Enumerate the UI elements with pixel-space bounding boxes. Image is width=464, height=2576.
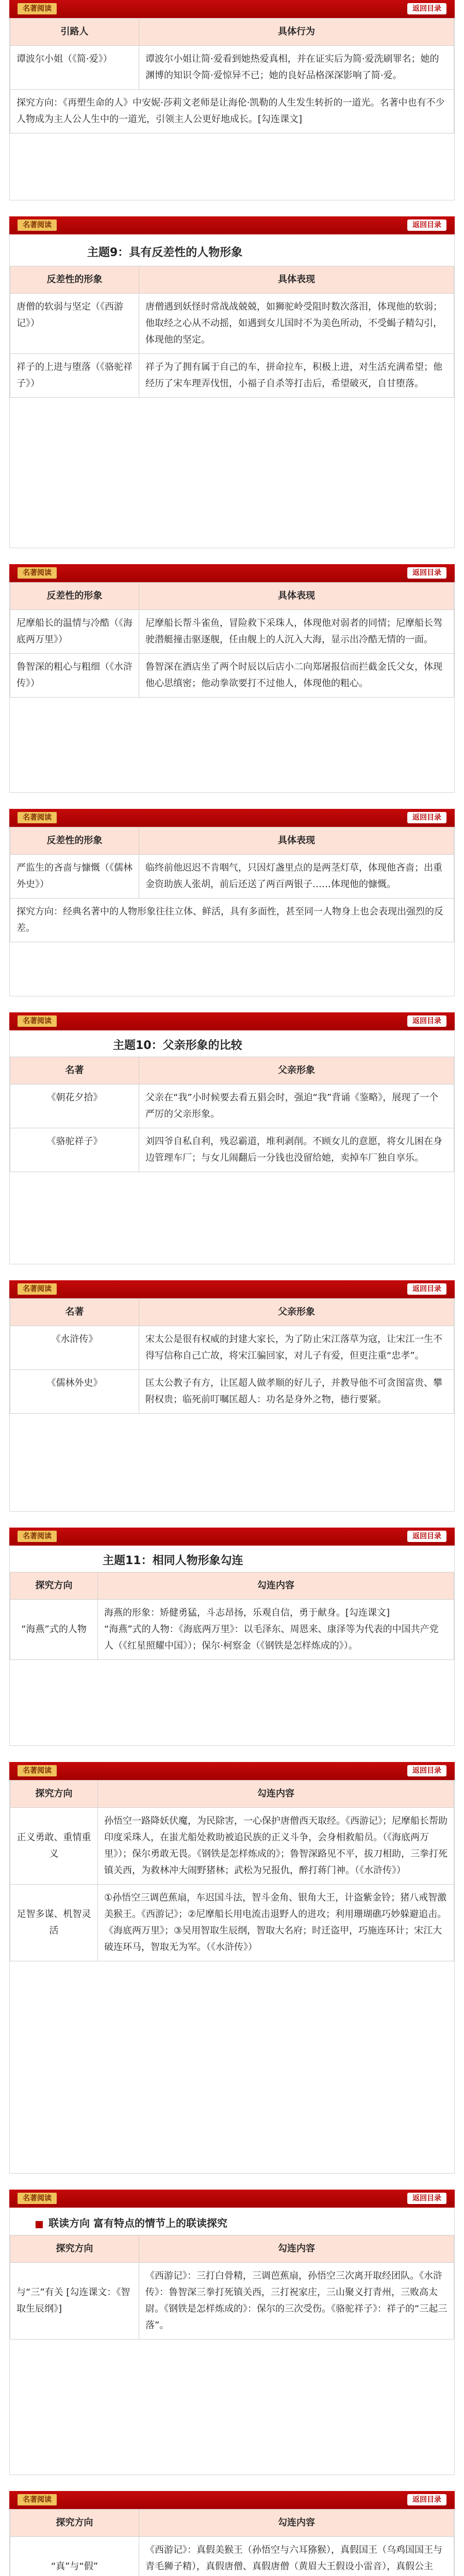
book-cell: 《儒林外史》: [10, 1370, 139, 1414]
contrast-table-3: [10, 827, 454, 942]
father-table-2: [10, 1298, 454, 1414]
table-header-guide: 引路人: [10, 19, 139, 46]
card-header-bar: [9, 216, 455, 234]
topic-title: [10, 2208, 454, 2235]
card-same-image-2: [9, 1780, 455, 2174]
guide-name-cell: 谭波尔小姐（《简·爱》）: [10, 46, 139, 90]
back-to-toc-button[interactable]: 返回目录: [407, 1015, 446, 1027]
card-header-bar: [9, 0, 455, 18]
topic-title-text: 主题11：相同人物形象勾连: [103, 1554, 243, 1567]
card-father: [9, 1030, 455, 1264]
father-cell: 匡太公教子有方，让匡超人做孝顺的好儿子，并教导他不可贪图富贵、攀附权贵；临死前叮嘱匡超人：功名是身外之物，德行要紧。: [139, 1370, 454, 1414]
content-line: “海燕”式的人物：《海底两万里》：以毛泽东、周恩来、康泽等为代表的中国共产党人（《红星照耀中国》）；保尔·柯察金（《钢铁是怎样炼成的》）。: [104, 1624, 439, 1651]
back-to-toc-button[interactable]: 返回目录: [407, 3, 446, 14]
card-father-2: [9, 1298, 455, 1512]
card-plot-link: [9, 2207, 455, 2475]
card-header-bar: [9, 564, 455, 582]
content-cell: 《西游记》：真假美猴王（孙悟空与六耳猕猴），真假国王（乌鸡国国王与青毛狮子精），真假唐僧、真假唐僧（黄眉大王假设小雷音），真假公主: [139, 2537, 454, 2576]
card-contrast-3: [9, 826, 455, 996]
card-header-bar: [9, 2190, 455, 2207]
table-header-book: 名著: [10, 1299, 139, 1326]
row-label: 严监生的吝啬与慷慨（《儒林外史》）: [10, 855, 139, 899]
guide-table: [10, 18, 454, 133]
row-label: 尼摩船长的温情与冷酷（《海底两万里》）: [10, 610, 139, 654]
book-reading-tag: 名著阅读: [18, 812, 57, 823]
contrast-table-1: [10, 266, 454, 398]
row-label: 祥子的上进与堕落（《骆驼祥子》）: [10, 354, 139, 398]
content-cell: ①孙悟空三调芭蕉扇，车迟国斗法，智斗金角、银角大王，计盗紫金铃；猪八戒智激美猴王。《西游记》；②尼摩船长用电流击退野人的进攻；利用珊瑚礁巧妙躲避追击。《海底两万里》；③吴用智取生辰纲，智取大名府；时迁盗甲，巧施连环计；宋江大破连环马，智取无为军。（《水浒传》）: [98, 1885, 454, 1961]
back-to-toc-button[interactable]: 返回目录: [407, 1531, 446, 1542]
topic-title: [10, 1546, 454, 1572]
book-reading-tag: 名著阅读: [18, 3, 57, 14]
table-header-behavior: 具体行为: [139, 19, 454, 46]
table-header-detail: 具体表现: [139, 266, 454, 294]
contrast-table-2: [10, 582, 454, 698]
topic-title: [10, 234, 454, 266]
table-header-content: 勾连内容: [139, 2510, 454, 2537]
row-label: 鲁智深的粗心与粗细（《水浒传》）: [10, 654, 139, 698]
table-header-direction: 探究方向: [10, 2235, 139, 2263]
direction-cell: 足智多谋、机智灵活: [10, 1885, 98, 1961]
back-to-toc-button[interactable]: 返回目录: [407, 219, 446, 231]
card-true-false: [9, 2509, 455, 2576]
table-header-direction: 探究方向: [10, 2510, 139, 2537]
card-header-bar: [9, 1012, 455, 1030]
book-reading-tag: 名著阅读: [18, 1531, 57, 1542]
table-header-content: 勾连内容: [98, 1781, 454, 1808]
table-header-image: 反差性的形象: [10, 583, 139, 610]
direction-cell: “海燕”式的人物: [10, 1600, 98, 1660]
father-cell: 刘四爷自私自利，残忍霸道，堆利剥削。不顾女儿的意愿，将女儿困在身边管理车厂；与女儿闹翻后一分钱也没留给她，卖掉车厂独自享乐。: [139, 1128, 454, 1172]
father-cell: 父亲在“我”小时候要去看五猖会时，强迫“我”背诵《鉴略》，展现了一个严厉的父亲形象。: [139, 1084, 454, 1128]
same-image-table: [10, 1572, 454, 1660]
topic-title-text: 主题10：父亲形象的比较: [113, 1039, 242, 1052]
topic-title-text: 主题9：具有反差性的人物形象: [87, 246, 243, 259]
row-detail: 祥子为了拥有属于自己的车，拼命拉车，积极上进，对生活充满希望；他经历了宋车理弄伐忸，小福子自杀等打击后，希望破灭，自甘堕落。: [139, 354, 454, 398]
explore-note: 探究方向：经典名著中的人物形象往往立体、鲜活，具有多面性，甚至同一人物身上也会表现出强烈的反差。: [10, 899, 454, 942]
card-contrast-2: [9, 582, 455, 793]
book-reading-tag: 名著阅读: [18, 567, 57, 579]
content-cell: [98, 1600, 454, 1660]
same-image-table-2: [10, 1780, 454, 1961]
book-reading-tag: 名著阅读: [18, 219, 57, 231]
card-header-bar: [9, 1762, 455, 1780]
guide-desc-cell: 谭波尔小姐让简·爱看到她热爱真相，并在证实后为简·爱洗刷罪名；她的渊博的知识令简·爱惊异不已；她的良好品格深深影响了简·爱。: [139, 46, 454, 90]
card-same-image: [9, 1545, 455, 1746]
book-reading-tag: 名著阅读: [18, 2494, 57, 2505]
direction-cell: “真”与“假”: [10, 2537, 139, 2576]
card-header-bar: [9, 809, 455, 826]
table-header-content: 勾连内容: [98, 1572, 454, 1600]
book-cell: 《骆驼祥子》: [10, 1128, 139, 1172]
direction-cell: 正义勇敢、重情重义: [10, 1808, 98, 1885]
card-guide: [9, 18, 455, 200]
book-reading-tag: 名著阅读: [18, 1283, 57, 1295]
book-reading-tag: 名著阅读: [18, 1015, 57, 1027]
content-line: 海燕的形象：矫健勇猛，斗志昂扬，乐观自信，勇于献身。[勾连课文]: [104, 1607, 390, 1618]
back-to-toc-button[interactable]: 返回目录: [407, 812, 446, 823]
card-contrast-1: [9, 234, 455, 548]
table-header-book: 名著: [10, 1057, 139, 1084]
card-header-bar: [9, 1280, 455, 1298]
row-detail: 唐僧遇到妖怪时常战战兢兢，如狮驼岭受阻时数次落泪，体现他的软弱；他取经之心从不动摇，如遇到女儿国时不为美色所动，不受蝎子精勾引，体现他的坚定。: [139, 294, 454, 354]
content-cell: 《西游记》：三打白骨精，三调芭蕉扇，孙悟空三次离开取经团队。《水浒传》：鲁智深三拳打死镇关西，三打祝家庄，三山聚义打青州，三败高太尉。《钢铁是怎样炼成的》：保尔的三次受伤。《骆驼祥子》：祥子的“三起三落”。: [139, 2263, 454, 2340]
father-cell: 宋太公是很有权威的封建大家长，为了防止宋江落草为寇，让宋江一生不得写信称自己亡故，将宋江骗回家，对儿子有爱，但更注重“忠孝”。: [139, 1326, 454, 1370]
table-header-detail: 具体表现: [139, 583, 454, 610]
back-to-toc-button[interactable]: 返回目录: [407, 567, 446, 579]
table-header-direction: 探究方向: [10, 1572, 98, 1600]
back-to-toc-button[interactable]: 返回目录: [407, 1283, 446, 1295]
direction-cell: 与“三”有关 [勾连课文：《智取生辰纲》]: [10, 2263, 139, 2340]
table-header-direction: 探究方向: [10, 1781, 98, 1808]
true-false-table: [10, 2509, 454, 2576]
card-header-bar: [9, 1528, 455, 1545]
book-cell: 《水浒传》: [10, 1326, 139, 1370]
bookmark-icon: [36, 2221, 43, 2228]
table-header-image: 反差性的形象: [10, 266, 139, 294]
table-header-content: 勾连内容: [139, 2235, 454, 2263]
book-reading-tag: 名著阅读: [18, 2193, 57, 2204]
topic-title-text: 联读方向 富有特点的情节上的联读探究: [48, 2217, 228, 2229]
table-header-father: 父亲形象: [139, 1299, 454, 1326]
row-label: 唐僧的软弱与坚定（《西游记》）: [10, 294, 139, 354]
back-to-toc-button[interactable]: 返回目录: [407, 2193, 446, 2204]
row-detail: 鲁智深在酒店坐了两个时辰以后店小二向郑屠报信而拦截金氏父女，体现他心思缜密；他动拳欲要打不过他人，体现他的粗心。: [139, 654, 454, 698]
content-cell: 孙悟空一路降妖伏魔，为民除害，一心保护唐僧西天取经。《西游记》；尼摩船长帮助印度采珠人，在蚩尤船处救助被追民族的正义斗争，会身相救船员。（《海底两万里》）；保尔勇敢无畏。《钢铁是怎样炼成的》；鲁智深路见不平，拔刀相助，三拳打死镇关西，为救林冲大闹野猪林；武松为兄报仇，醉打蒋门神。（《水浒传》）: [98, 1808, 454, 1885]
table-header-image: 反差性的形象: [10, 827, 139, 855]
table-header-detail: 具体表现: [139, 827, 454, 855]
father-table-1: [10, 1057, 454, 1172]
row-detail: 临终前他迟迟不肯咽气，只因灯盏里点的是两茎灯草，体现他吝啬；出重金资助族人张胡，前后还送了两百两银子……体现他的慷慨。: [139, 855, 454, 899]
card-header-bar: [9, 2491, 455, 2509]
explore-note: 探究方向：《再塑生命的人》中安妮·莎莉文老师是让海伦·凯勒的人生发生转折的一道光。名著中也有不少人物成为主人公人生中的一道光，引领主人公更好地成长。[勾连课文]: [10, 90, 454, 133]
row-detail: 尼摩船长帮斗雀鱼，冒险救下采珠人，体现他对弱者的同情；尼摩船长驾驶潜艇撞击驱逐舰，任由舰上的人沉入大海，显示出冷酷无情的一面。: [139, 610, 454, 654]
topic-title: [10, 1030, 454, 1057]
back-to-toc-button[interactable]: 返回目录: [407, 1765, 446, 1776]
table-header-father: 父亲形象: [139, 1057, 454, 1084]
plot-link-table: [10, 2235, 454, 2340]
back-to-toc-button[interactable]: 返回目录: [407, 2494, 446, 2505]
book-cell: 《朝花夕拾》: [10, 1084, 139, 1128]
book-reading-tag: 名著阅读: [18, 1765, 57, 1776]
